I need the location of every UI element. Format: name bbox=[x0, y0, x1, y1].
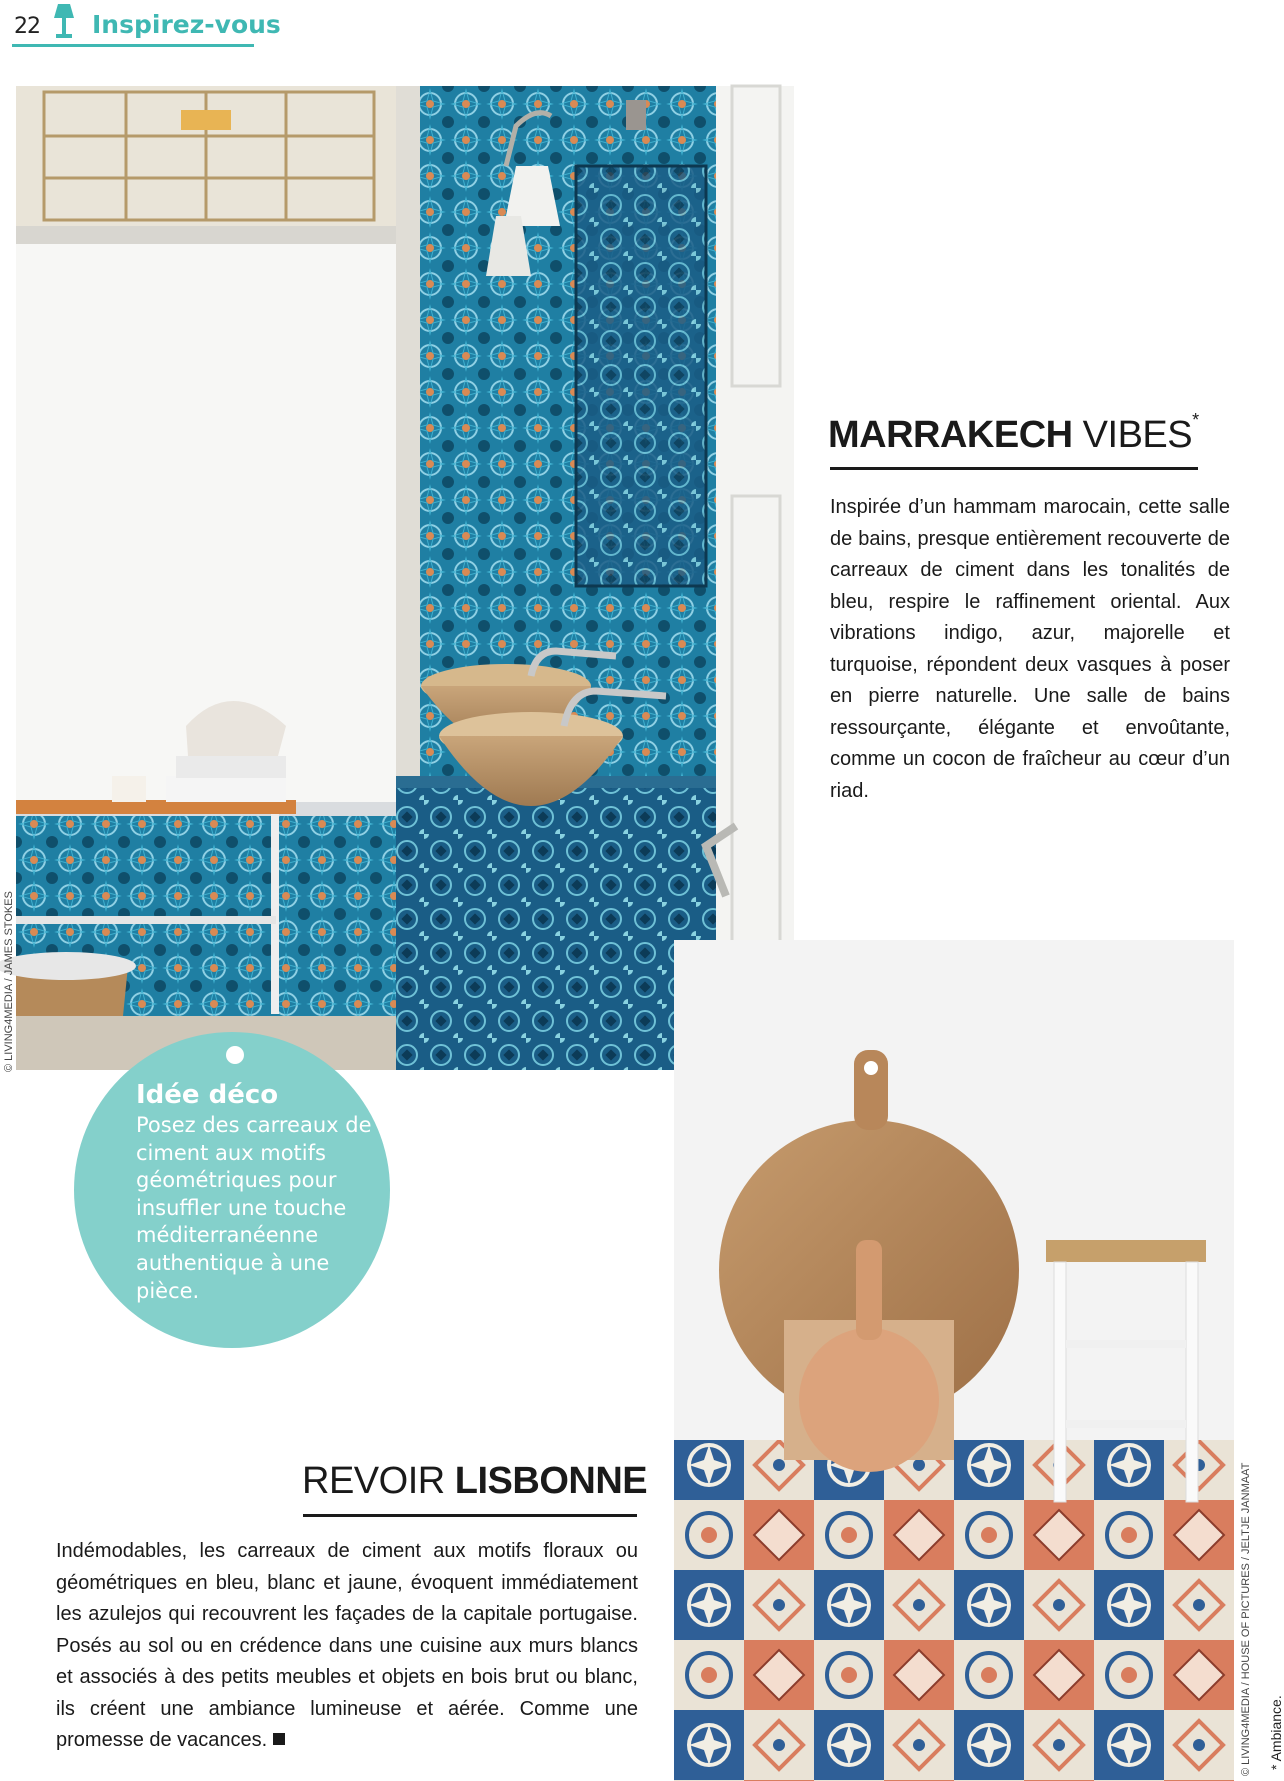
end-of-article-square-icon bbox=[273, 1733, 285, 1745]
marrakech-rule bbox=[830, 467, 1198, 470]
lisbonne-text-content: Indémodables, les carreaux de ciment aux motifs floraux ou géométriques en bleu, blanc et jaune, évoquent immédiatement les azulejos qui recouvrent les façades de la capitale portugaise. Posés au sol ou en crédence dans une cuisine aux murs blancs et associés à des petits meubles et objets en bois brut ou blanc, ils créent une ambiance lumineuse et aérée. Comme une promesse de vacances. bbox=[56, 1540, 638, 1751]
marrakech-title-star: * bbox=[1192, 410, 1199, 430]
header-rule bbox=[12, 44, 254, 47]
idee-deco-dot bbox=[226, 1046, 244, 1064]
marrakech-text: Inspirée d’un hammam marocain, cette salle de bains, presque entièrement recouverte de carreaux de ciment dans les tonalités de bleu, respire le raffinement oriental. Aux vibrations indigo, azur, majorelle et turquoise, répondent deux vasques à poser en pierre naturelle. Une salle de bains ressourçante, élégante et envoûtante, comme un cocon de fraîcheur au cœur d’un riad. bbox=[830, 496, 1230, 802]
section-title: Inspirez-vous bbox=[92, 10, 281, 39]
lisbonne-rule bbox=[303, 1514, 637, 1517]
page-number: 22 bbox=[14, 14, 40, 39]
lisbonne-heading bbox=[302, 1460, 647, 1503]
lisbonne-title-bold: LISBONNE bbox=[454, 1460, 648, 1502]
idee-deco-title: Idée déco bbox=[136, 1080, 279, 1110]
photo-credit-kitchen: © LIVING4MEDIA / HOUSE OF PICTURES / JELTJE JANMAAT bbox=[1240, 1462, 1252, 1776]
marrakech-heading bbox=[828, 410, 1199, 457]
marrakech-title-light: VIBES bbox=[1082, 414, 1193, 456]
bathroom-photo bbox=[16, 86, 794, 1070]
lisbonne-title-light: REVOIR bbox=[302, 1460, 445, 1502]
marrakech-title-bold: MARRAKECH bbox=[828, 414, 1073, 456]
lisbonne-text bbox=[56, 1536, 638, 1757]
kitchen-photo bbox=[674, 940, 1234, 1781]
photo-credit-bathroom: © LIVING4MEDIA / JAMES STOKES bbox=[3, 891, 15, 1072]
lamp-icon bbox=[52, 4, 76, 40]
footnote-ambiance: * Ambiance. bbox=[1268, 1695, 1284, 1770]
idee-deco-text: Posez des carreaux de ciment aux motifs géométriques pour insuffler une touche méditerranéenne authentique à une pièce. bbox=[136, 1113, 372, 1303]
